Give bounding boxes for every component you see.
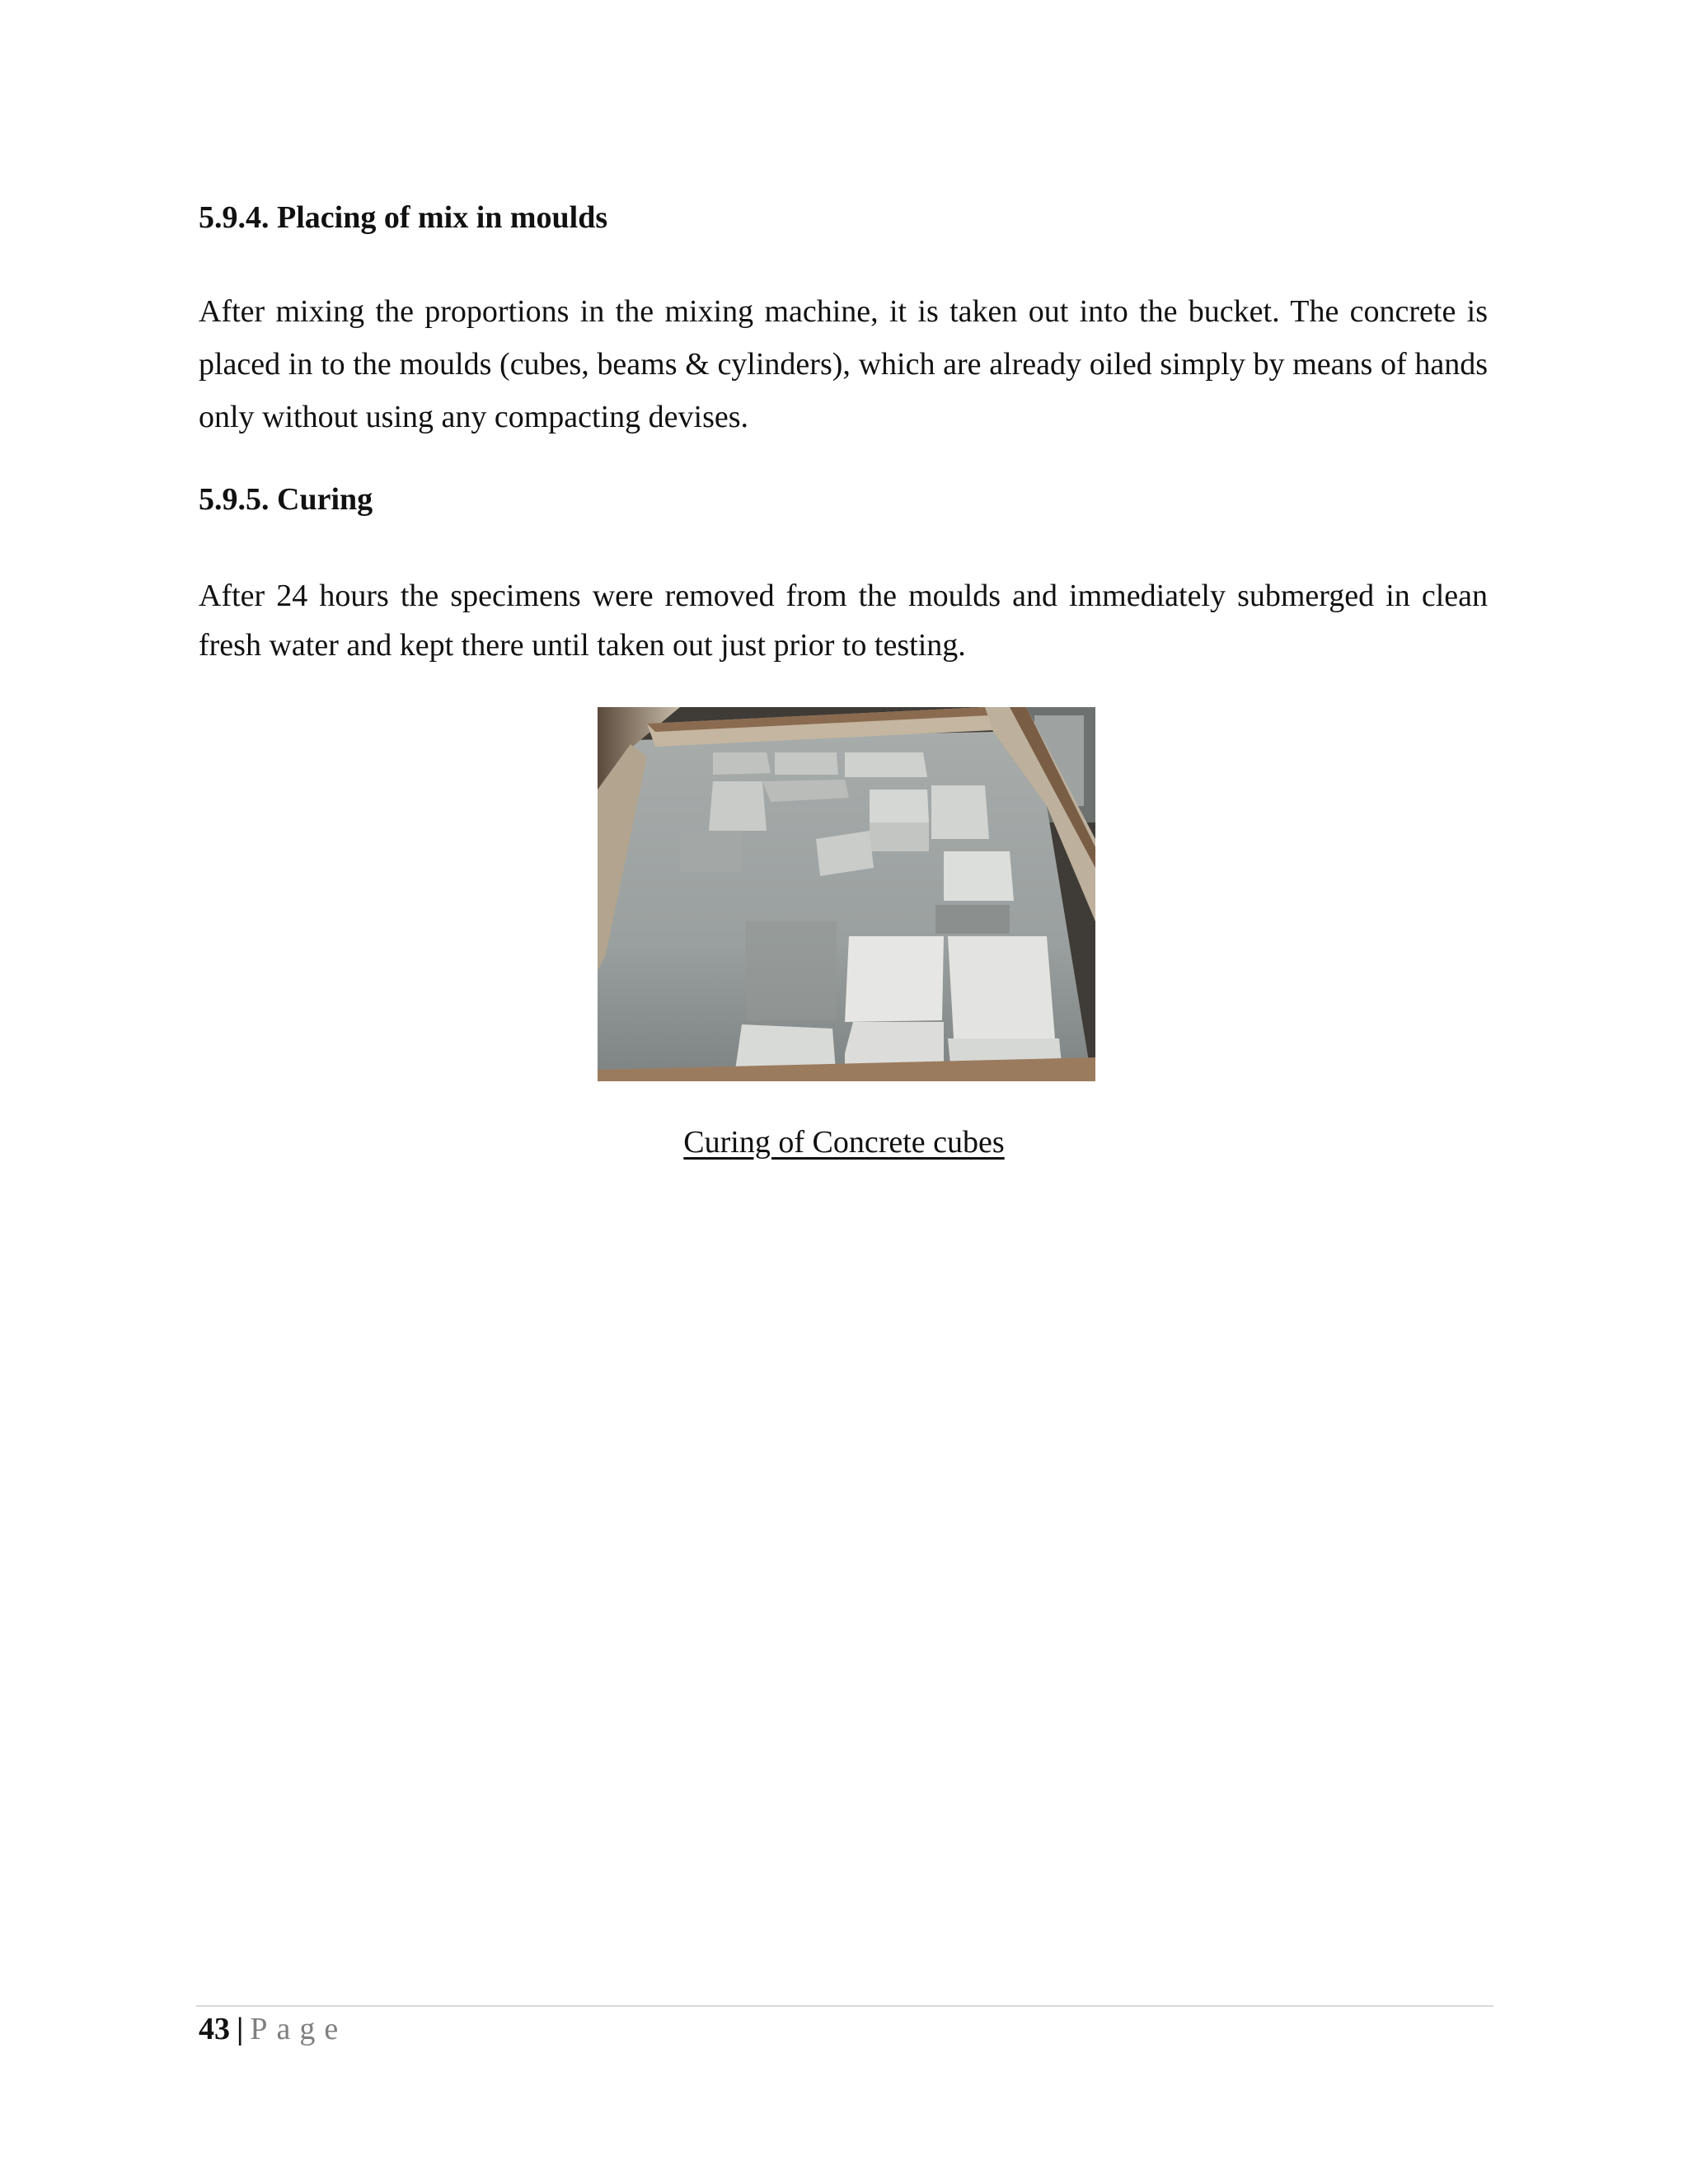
footer-separator: | <box>237 2012 244 2046</box>
page-number: 43 <box>199 2012 230 2046</box>
footer-divider <box>196 2005 1493 2007</box>
paragraph-placing-of-mix: After mixing the proportions in the mixing machine, it is taken out into the bucket. The concrete is placed in to the moulds (cubes, beams & cylinders), which are already oiled simply by means of hands only without using any compacting devises. <box>199 294 1488 434</box>
section-heading-curing: 5.9.5. Curing <box>199 482 373 517</box>
page-footer <box>199 2009 347 2049</box>
curing-tank-photo <box>598 707 1095 1081</box>
section-heading-placing-of-mix: 5.9.4. Placing of mix in moulds <box>199 200 608 235</box>
page-label: Page <box>250 2012 348 2046</box>
figure-caption: Curing of Concrete cubes <box>683 1125 1005 1160</box>
paragraph-curing: After 24 hours the specimens were removed from the moulds and immediately submerged in clean fresh water and kept there until taken out just prior to testing. <box>199 579 1488 663</box>
